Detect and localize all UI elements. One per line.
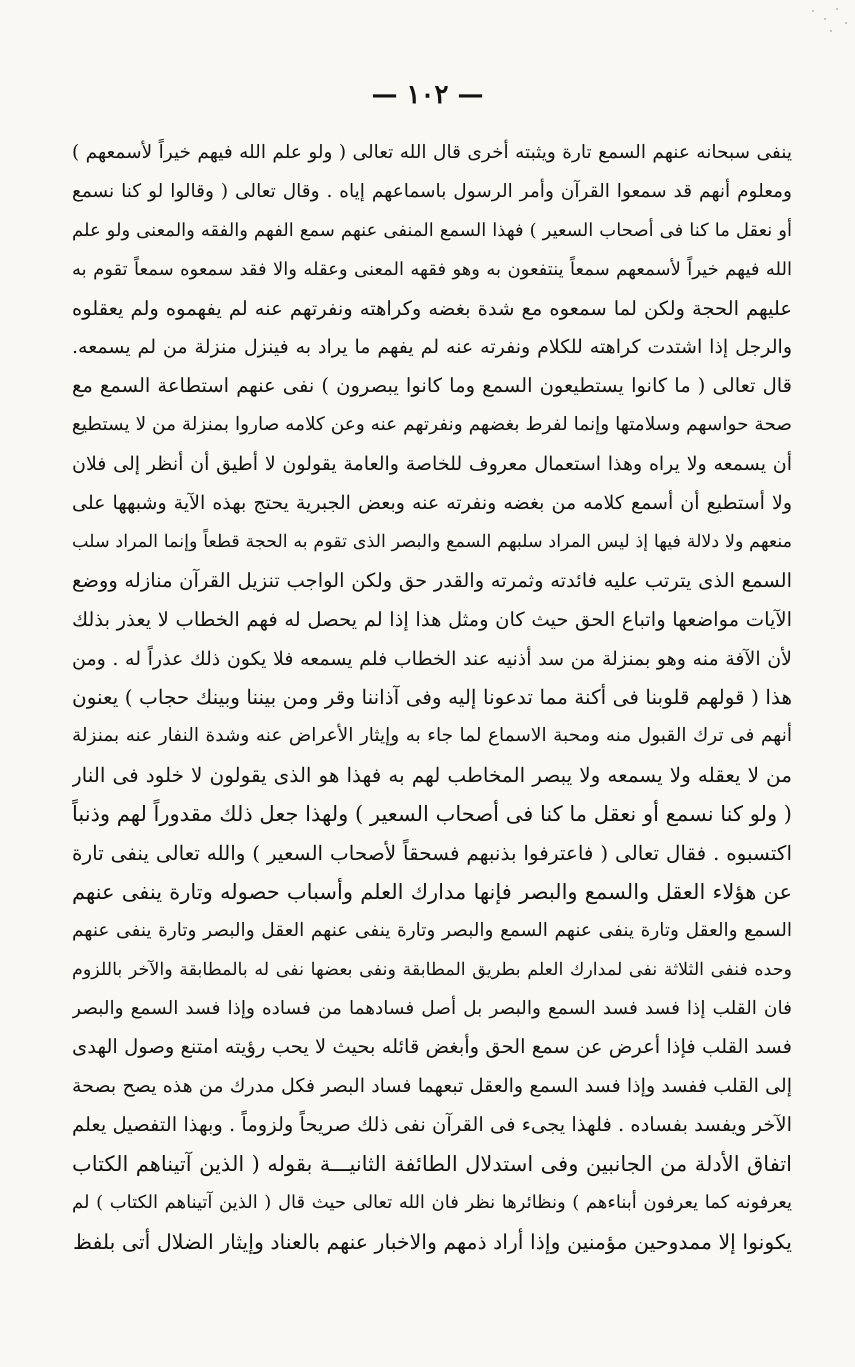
- text-line: أو نعقل ما كنا فى أصحاب السعير ) فهذا السمع المنفى عنهم سمع الفهم والفقه والمعنى ولو علم: [72, 219, 792, 241]
- text-line: الله فيهم خيراً لأسمعهم سمعاً ينتفعون به وهو فقهه المعنى وعقله والا فقد سمعوه سمعاً تقوم به: [72, 258, 792, 280]
- text-line: والرجل إذا اشتدت كراهته للكلام ونفرته عنه لم يفهم ما يراد به فينزل منزلة من لم يسمعه.: [72, 336, 792, 359]
- text-line: صحة حواسهم وسلامتها وإنما لفرط بغضهم ونفرتهم عنه وعن كلامه صاروا بمنزلة من لا يستطيع: [72, 414, 792, 436]
- text-line: اتفاق الأدلة من الجانبين وفى استدلال الطائفة الثانيـــة بقوله ( الذين آتيناهم الكتاب: [72, 1152, 792, 1177]
- text-line: أن يسمعه ولا يراه وهذا استعمال معروف للخاصة والعامة يقولون لا أطيق أن أنظر إلى فلان: [72, 453, 792, 476]
- text-line: هذا ( قولهم قلوبنا فى أكنة مما تدعونا إليه وفى آذاننا وقر ومن بيننا وبينك حجاب ) يعنون: [72, 685, 792, 710]
- scan-speck: [830, 30, 832, 32]
- text-line: الآيات مواضعها واتباع الحق حيث كان ومثل هذا إذا لم يحصل له فهم الخطاب لا يعذر بذلك: [72, 607, 792, 631]
- text-line: منعهم ولا دلالة فيها إذ ليس المراد سلبهم السمع والبصر الذى تقوم به الحجة قطعاً وإنما المراد سلب: [72, 531, 792, 552]
- text-line: من لا يعقله ولا يسمعه ولا يبصر المخاطب لهم به فهذا هو الذى يقولون لا خلود فى النار: [72, 763, 792, 788]
- text-line: السمع الذى يترتب عليه فائدته وثمرته والقدر حق ولكن الواجب تنزيل القرآن منازله ووضع: [72, 568, 792, 592]
- text-line: يكونوا إلا ممدوحين مؤمنين وإذا أراد ذمهم والاخبار عنهم بالعناد وإيثار الضلال أتى بلفظ: [73, 1229, 792, 1254]
- text-line: لأن الآفة منه وهو بمنزلة من سد أذنيه عند الخطاب فلم يسمعه فلا يكون ذلك عذراً له . ومن: [72, 647, 792, 670]
- text-line: الآخر ويفسد بفساده . فلهذا يجىء فى القرآن نفى ذلك صريحاً ولزوماً . وبهذا التفصيل يعلم: [72, 1113, 792, 1137]
- text-line: فسد القلب فإذا أعرض عن سمع الحق وأبغض قائله بحيث لا يحب رؤيته امتنع وصول الهدى: [72, 1035, 792, 1059]
- text-line: قال تعالى ( ما كانوا يستطيعون السمع وما كانوا يبصرون ) نفى عنهم استطاعة السمع مع: [72, 374, 792, 398]
- scan-speck: [812, 10, 814, 12]
- text-line: إلى القلب ففسد وإذا فسد السمع والعقل تبعهما فساد البصر فكل مدرك من هذه يصح بصحة: [72, 1075, 792, 1098]
- text-line: عن هؤلاء العقل والسمع والبصر فإنها مدارك العلم وأسباب حصوله وتارة ينفى عنهم: [72, 879, 792, 904]
- text-line: ( ولو كنا نسمع أو نعقل ما كنا فى أصحاب السعير ) ولهذا جعل ذلك مقدوراً لهم وذنباً: [72, 802, 792, 827]
- scan-speck: [824, 18, 826, 20]
- text-line: ولا أستطيع أن أسمع كلامه من بغضه ونفرته عنه وبعض الجبرية يحتج بهذه الآية وشبهها على: [72, 492, 792, 515]
- text-line: فان القلب إذا فسد فسد السمع والبصر بل أصل فسادهما من فساده وإذا فسد السمع والبصر: [72, 997, 792, 1019]
- scan-speck: [836, 8, 838, 10]
- page-number: — ١٠٢ —: [371, 80, 484, 110]
- text-line: وحده فنفى الثلاثة نفى لمدارك العلم بطريق المطابقة ونفى بعضها نفى له بالمطابقة والآخر باللزوم: [72, 959, 792, 980]
- text-line: السمع والعقل وتارة ينفى عنهم السمع والبصر وتارة ينفى عنهم العقل والبصر وتارة ينفى عنهم: [72, 919, 792, 941]
- text-line: يعرفونه كما يعرفون أبناءهم ) ونظائرها نظر فان الله تعالى حيث قال ( الذين آتيناهم الكتاب ) لم: [72, 1192, 792, 1214]
- text-line: ومعلوم أنهم قد سمعوا القرآن وأمر الرسول باسماعهم إياه . وقال تعالى ( وقالوا لو كنا نسمع: [72, 180, 792, 202]
- scan-speck: [845, 22, 847, 24]
- text-line: اكتسبوه . فقال تعالى ( فاعترفوا بذنبهم فسحقاً لأصحاب السعير ) والله تعالى ينفى تارة: [72, 841, 792, 866]
- body-text: [72, 134, 792, 1262]
- text-line: أنهم فى ترك القبول منه ومحبة الاسماع لما جاء به وإيثار الأعراض عنه وشدة النفار عنه بمنزلة: [72, 725, 792, 747]
- text-line: عليهم الحجة ولكن لما سمعوه مع شدة بغضه وكراهته ونفرتهم عنه لم يفهموه ولم يعقلوه: [72, 296, 792, 320]
- text-line: ينفى سبحانه عنهم السمع تارة ويثبته أخرى قال الله تعالى ( ولو علم الله فيهم خيراً لأسمعهم ): [72, 142, 792, 163]
